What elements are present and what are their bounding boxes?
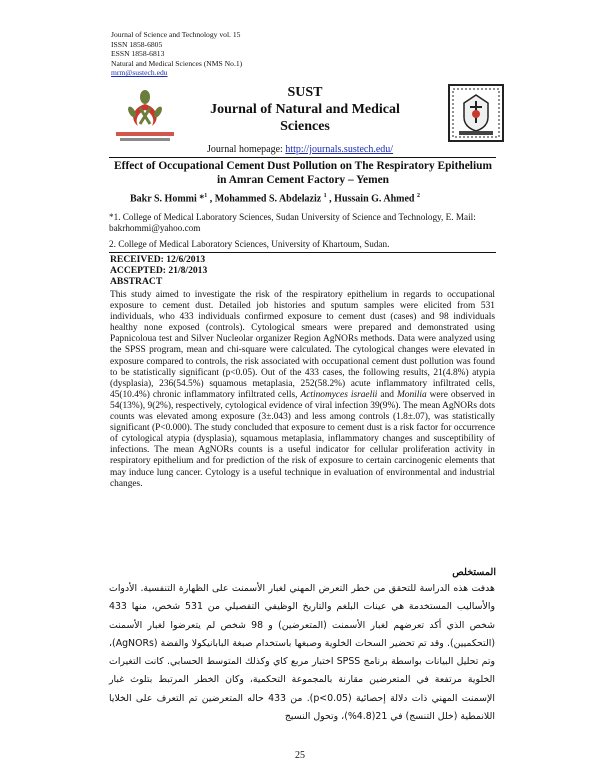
meta-line: ISSN 1858-6805 (111, 39, 163, 49)
journal-crest-icon (447, 83, 505, 143)
journal-homepage (207, 144, 393, 155)
abstract-text: and (380, 389, 394, 400)
author-name: Hussain G. Ahmed (334, 193, 415, 205)
abstract-organism: Monilia (396, 389, 427, 400)
author-name: Bakr S. Hommi * (130, 193, 205, 205)
abstract-organism: Actinomyces israelii (300, 389, 378, 400)
abstract-heading: ABSTRACT (110, 276, 163, 287)
meta-line: Natural and Medical Sciences (NMS No.1) (111, 58, 243, 68)
author-list: Bakr S. Hommi *$^1$ , Mohammed S. Abdelaziz $^1$ , Hussain G. Ahmed $^2$ (130, 193, 420, 205)
author-name: Mohammed S. Abdelaziz (214, 193, 322, 205)
journal-name-line: Sciences (280, 119, 330, 134)
article-dates (110, 254, 207, 287)
contact-email-link[interactable]: mrm@sustech.edu (111, 68, 168, 78)
journal-name (190, 84, 420, 135)
affiliation-divider (109, 252, 496, 253)
author-affiliation-mark: 1 (323, 193, 327, 199)
affiliation-1: *1. College of Medical Laboratory Sciences, Sudan University of Science and Technology, E. Mail: bakrhommi@yahoo.com (109, 212, 476, 233)
journal-meta (111, 30, 242, 78)
header-divider (109, 157, 496, 158)
affiliation-2: 2. College of Medical Laboratory Sciences, University of Khartoum, Sudan. (109, 239, 390, 249)
arabic-abstract-heading: المستخلص (452, 567, 496, 578)
abstract-text: This study aimed to investigate the risk of the respiratory epithelium in regards to occupational exposure to cement dust. Detailed job histories and sputum samples were elicited from 531 individuals, who 433 individuals confirmed exposure to cement dust (cases) and 98 individuals healthy none exposed (controls). Cytological smears were prepared and demonstrated using Papnicoloua test and Silver Nucleolar organizer Region AgNORs methods. Data were analyzed using the SPSS program, mean and chi-square were calculated. The cytological changes were elevated in exposure compared to controls, the risk associated with occupational cement dust pollution was found to be statistically significant (p<0.05). Out of the 433 cases, the following results, 21(4.8%) atypia (dysplasia), 236(54.5%) squamous metaplasia, 252(58.2%) acute inflammatory infiltrated cells, 45(10.4%) chronic inflammatory infiltrated cells, (110, 290, 495, 400)
meta-line: ESSN 1858-6813 (111, 49, 165, 59)
accepted-date: ACCEPTED: 21/8/2013 (110, 265, 208, 276)
homepage-link[interactable]: http://journals.sustech.edu/ (285, 144, 394, 155)
article-title: Effect of Occupational Cement Dust Pollution on The Respiratory Epithelium in Amran Cement Factory – Yemen (114, 160, 492, 186)
journal-name-line: SUST (287, 85, 323, 100)
university-logo-icon (110, 88, 180, 144)
abstract-body (110, 290, 495, 490)
homepage-label: Journal homepage: (207, 144, 283, 155)
received-date: RECEIVED: 12/6/2013 (110, 254, 206, 265)
meta-line: Journal of Science and Technology vol. 15 (111, 30, 241, 39)
abstract-text: were observed in 54(13%), 9(2%), respectively, cytological evidence of viral infection 39(9%). The mean AgNORs dots counts was elevated among exposure (3±.043) and less among controls (1.8±.07), was statistically significant (P<0.000). The study concluded that exposure to cement dust is a risk factor for occurrence of cytological atypia (dysplasia), squamous metaplasia, inflammatory changes and susceptibility of infections. The mean AgNORs counts is a useful indicator for cellular proliferation activity in respiratory epithelium and for prediction of the risk of exposure to certain carcinogenic elements that may induce lung cancer. Cytology is a useful technique in evaluation of environmental and industrial changes. (110, 389, 495, 489)
page-number: 25 (295, 750, 305, 761)
author-affiliation-mark: 1 (204, 193, 208, 199)
arabic-abstract-body: هدفت هذه الدراسة للتحقق من خطر التعرض المهني لغبار الأسمنت على الظهارة التنفسية. الأدوات والأساليب المستخدمة هي عينات البلغم والتاريخ الوظيفي التفصيلي من 531 شخص، منها 433 شخص الذي أكد تعرضهم لغبار الأسمنت (المتعرضين) و 98 شخص لم يتعرضوا لغبار الأسمنت (التحكميين). وقد تم تحضير السحات الخلوية وصبغها باستخدام صبغة البابانيكولا والفضة (AgNORs)، وتم تحليل البيانات بواسطة برنامج SPSS اختبار مربع كاي وكذلك المتوسط الحسابي. كانت التغيرات الخلوية مرتفعة في المتعرضين مقارنة بالمجموعة التحكمية، وكان الخطر المرتبط بتلوث غبار الإسمنت المهني ذات دلالة إحصائية (p<0.05). من 433 حاله المتعرضين تم التعرف على الخلايا اللانمطية (خلل التنسج) في 21(4.8%)، وتحول النسيج (109, 583, 495, 723)
author-affiliation-mark: 2 (416, 193, 420, 199)
journal-name-line: Journal of Natural and Medical (210, 102, 400, 117)
